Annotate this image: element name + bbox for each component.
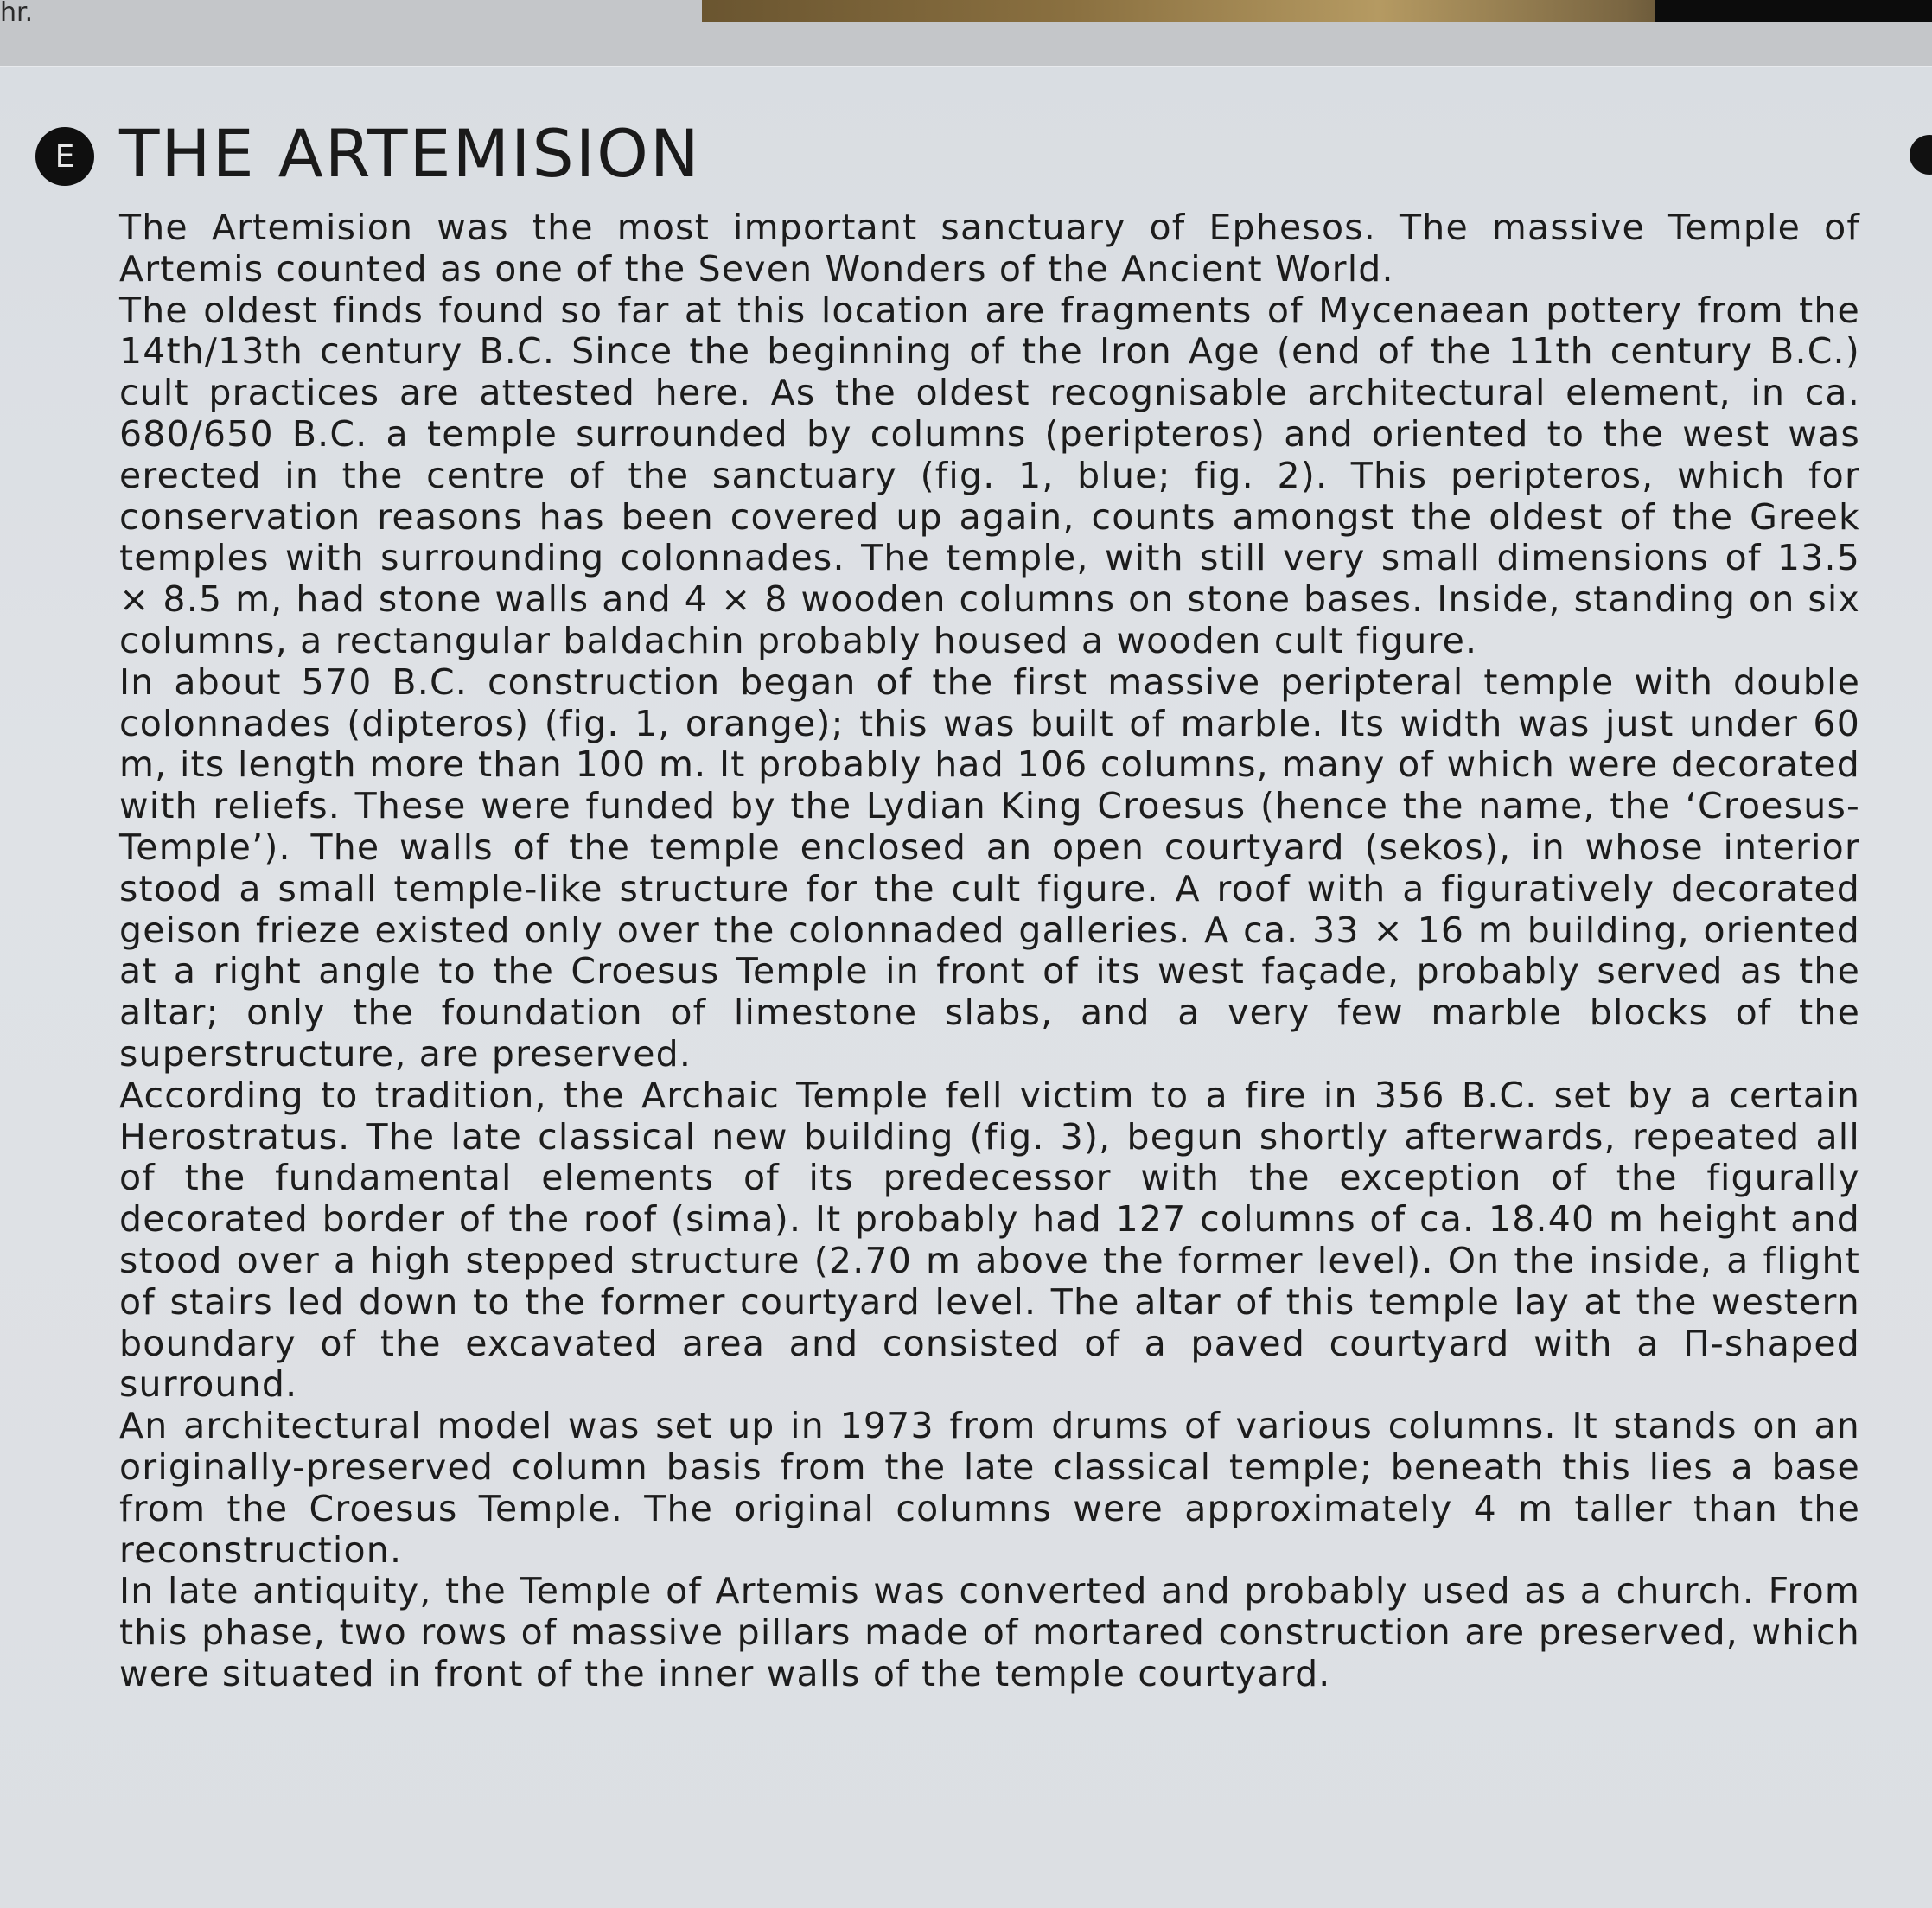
section-badge: E [35,127,94,186]
paragraph-late-classical: According to tradition, the Archaic Temple fell victim to a fire in 356 B.C. set by a certain Herostratus. The late classical new building (fig. 3), begun shortly afterwards, repeated all of the fundamental elements of its predecessor with the exception of the figurally decorated border of the roof (sima). It probably had 127 columns of ca. 18.40 m height and stood over a high stepped structure (2.70 m above the former level). On the inside, a flight of stairs led down to the former courtyard level. The altar of this temple lay at the western boundary of the excavated area and consisted of a paved courtyard with a Π-shaped surround. [119,1074,1860,1406]
page-title: THE ARTEMISION [119,115,701,192]
top-photo-fragment [702,0,1932,22]
top-text-fragment: hr. [0,0,34,28]
top-photo-dark-edge [1655,0,1932,22]
top-strip [0,0,1932,66]
edge-dot-icon [1910,135,1932,175]
paragraph-model: An architectural model was set up in 1973 from drums of various columns. It stands on an originally-preserved column basis from the late classical temple; beneath this lies a base from the Croesus Temple. The original columns were approximately 4 m taller than the reconstruction. [119,1405,1860,1571]
paragraph-croesus-temple: In about 570 B.C. construction began of the first massive peripteral temple with double colonnades (dipteros) (fig. 1, orange); this was built of marble. Its width was just under 60 m, its length more than 100 m. It probably had 106 columns, many of which were decorated with reliefs. These were funded by the Lydian King Croesus (hence the name, the ‘Croesus-Temple’). The walls of the temple enclosed an open courtyard (sekos), in whose interior stood a small temple-like structure for the cult figure. A roof with a figuratively decorated geison frieze existed only over the colonnaded galleries. A ca. 33 × 16 m building, oriented at a right angle to the Croesus Temple in front of its west façade, probably served as the altar; only the foundation of limestone slabs, and a very few marble blocks of the superstructure, are preserved. [119,660,1860,1075]
paragraph-late-antiquity: In late antiquity, the Temple of Artemis was converted and probably used as a church. From this phase, two rows of massive pillars made of mortared construction are preserved, which were situated in front of the inner walls of the temple courtyard. [119,1570,1860,1694]
paragraph-intro: The Artemision was the most important sanctuary of Ephesos. The massive Temple of Artemis counted as one of the Seven Wonders of the Ancient World. [119,207,1860,290]
sign-body [119,207,1860,1695]
paragraph-oldest-finds: The oldest finds found so far at this location are fragments of Mycenaean pottery from the 14th/13th century B.C. Since the beginning of the Iron Age (end of the 11th century B.C.) cult practices are attested here. As the oldest recognisable architectural element, in ca. 680/650 B.C. a temple surrounded by columns (peripteros) and oriented to the west was erected in the centre of the sanctuary (fig. 1, blue; fig. 2). This peripteros, which for conservation reasons has been covered up again, counts amongst the oldest of the Greek temples with surrounding colonnades. The temple, with still very small dimensions of 13.5 × 8.5 m, had stone walls and 4 × 8 wooden columns on stone bases. Inside, standing on six columns, a rectangular baldachin probably housed a wooden cult figure. [119,289,1860,661]
